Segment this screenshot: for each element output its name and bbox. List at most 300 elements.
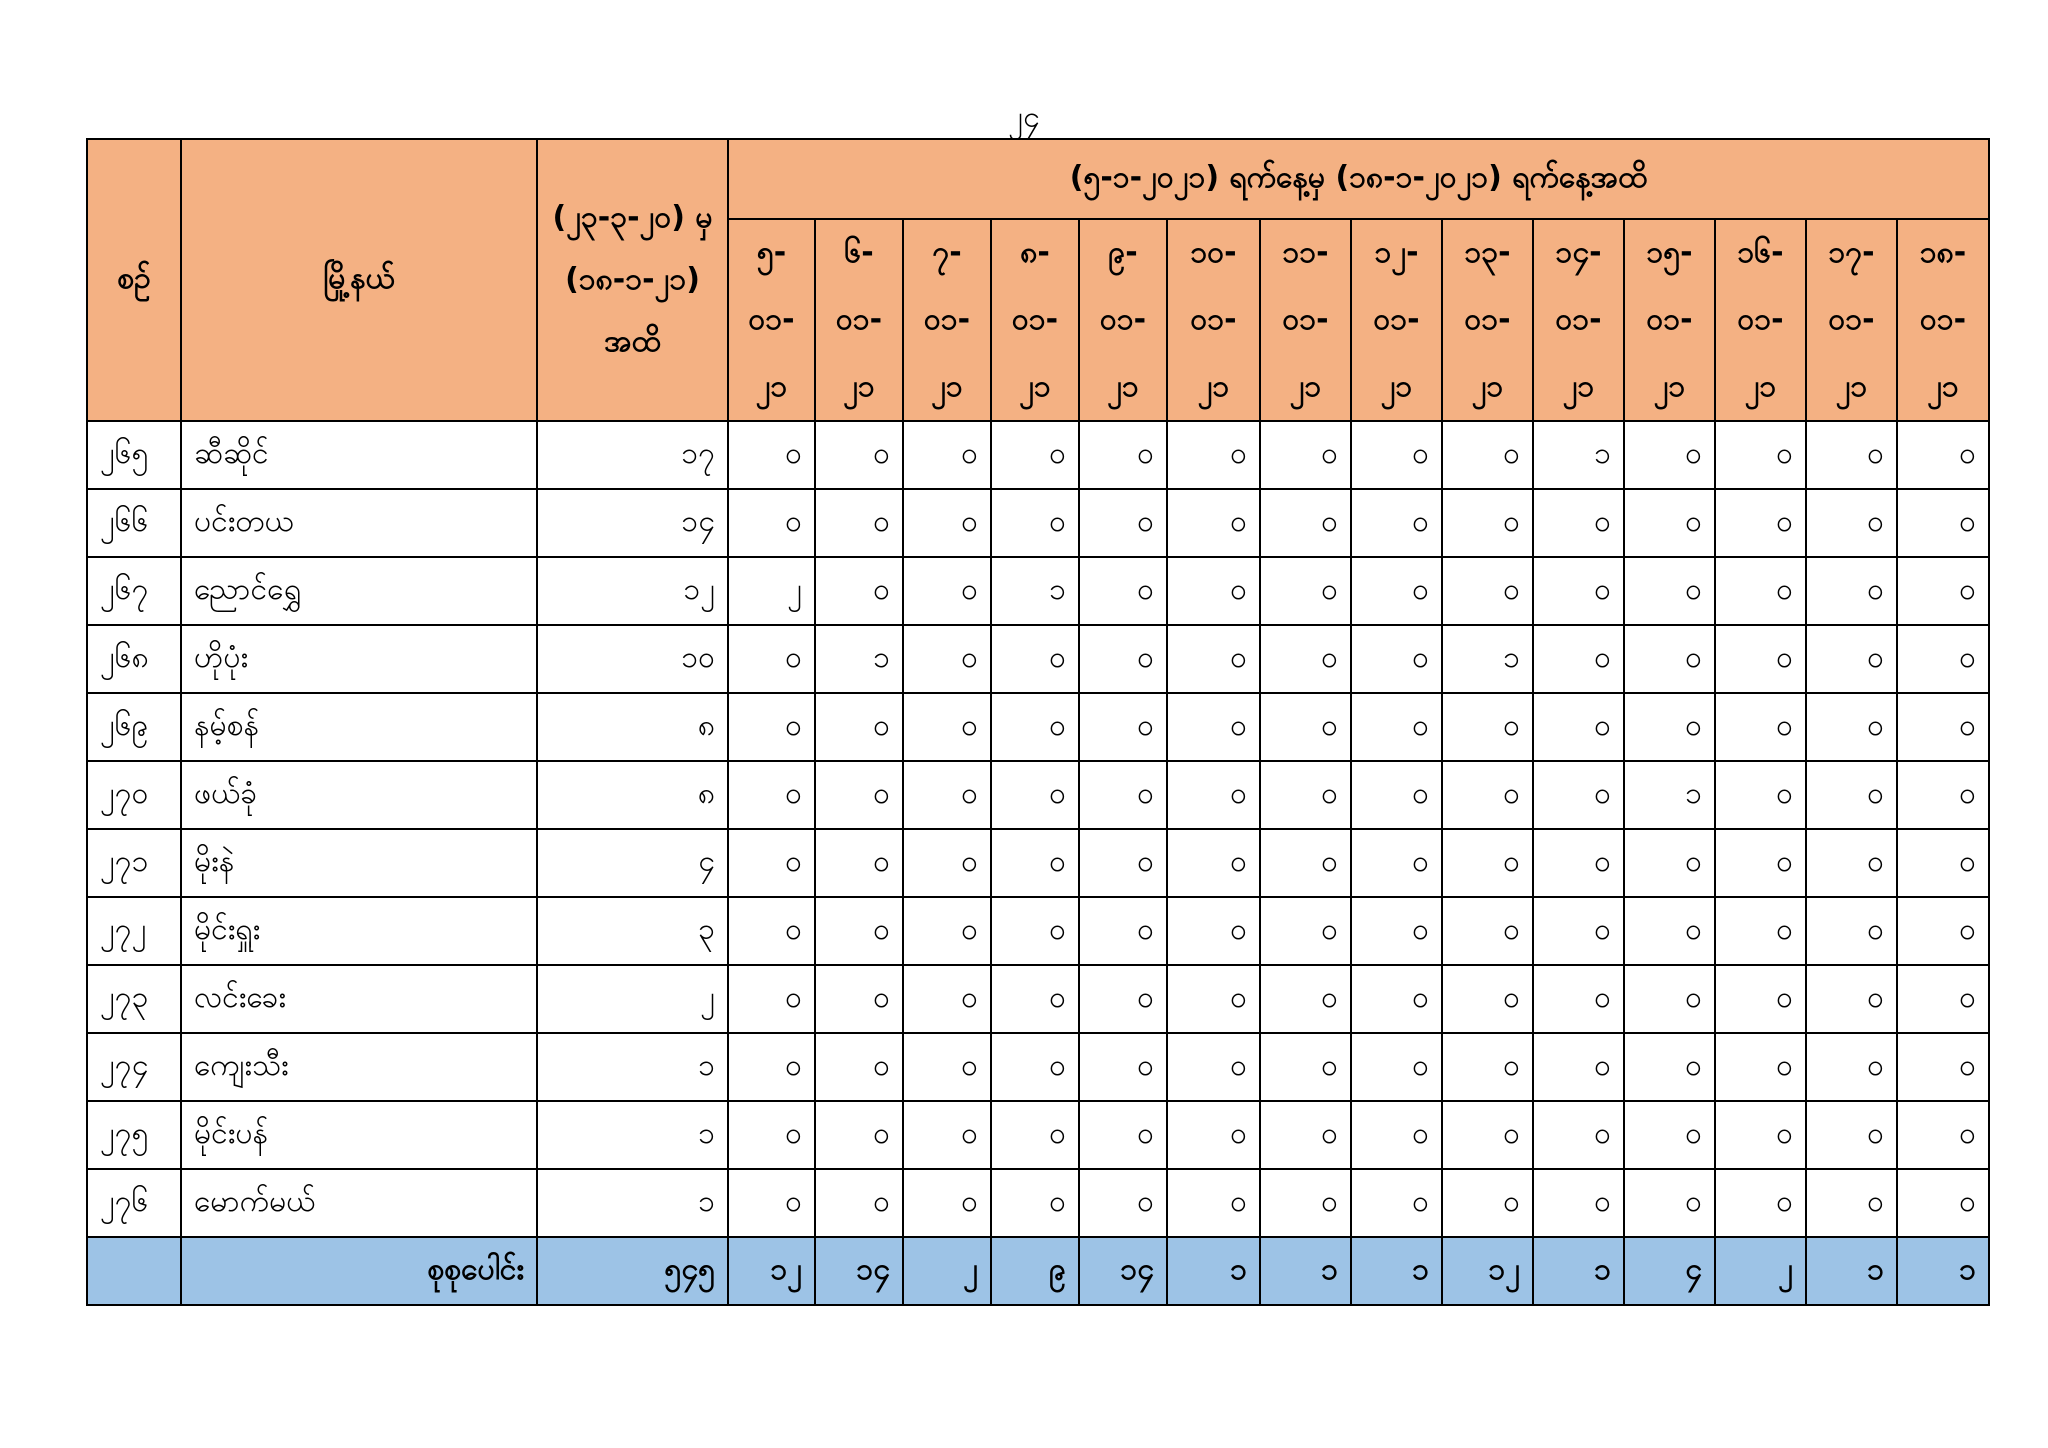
table-body <box>87 421 1989 1305</box>
table-row <box>87 1033 1989 1101</box>
date-part: ၇- <box>932 235 962 271</box>
daily-count: ၀ <box>1167 421 1260 489</box>
daily-count: ၀ <box>728 421 815 489</box>
daily-count: ၀ <box>1260 489 1351 557</box>
daily-count: ၀ <box>1442 421 1533 489</box>
date-part: ၁၆- <box>1737 235 1784 271</box>
daily-count: ၀ <box>1351 625 1442 693</box>
date-part: ၂၁ <box>1107 368 1139 404</box>
total-daily: ၁ <box>1167 1237 1260 1305</box>
daily-count: ၀ <box>903 761 991 829</box>
daily-count: ၀ <box>1715 489 1806 557</box>
daily-count: ၂ <box>728 557 815 625</box>
daily-count: ၀ <box>1533 1033 1624 1101</box>
township-name: မောက်မယ် <box>181 1169 537 1237</box>
daily-count: ၀ <box>1624 829 1715 897</box>
daily-count: ၀ <box>728 965 815 1033</box>
date-part: ၁၅- <box>1646 235 1693 271</box>
total-cumulative: ၅၄၅ <box>537 1237 728 1305</box>
table-row <box>87 557 1989 625</box>
daily-count: ၀ <box>728 1169 815 1237</box>
daily-count: ၀ <box>1533 897 1624 965</box>
total-daily: ၁၂ <box>1442 1237 1533 1305</box>
date-part: ၂၁ <box>1197 368 1230 404</box>
daily-count: ၀ <box>1715 761 1806 829</box>
table-row <box>87 693 1989 761</box>
daily-count: ၀ <box>1624 965 1715 1033</box>
daily-count: ၀ <box>1533 965 1624 1033</box>
daily-count: ၀ <box>1167 693 1260 761</box>
row-number: ၂၇၀ <box>87 761 181 829</box>
daily-count: ၀ <box>1442 965 1533 1033</box>
daily-count: ၀ <box>1079 421 1167 489</box>
table-header <box>87 139 1989 421</box>
table-row <box>87 897 1989 965</box>
daily-count: ၁ <box>1442 625 1533 693</box>
total-daily: ၁၄ <box>815 1237 903 1305</box>
daily-count: ၀ <box>1897 625 1989 693</box>
row-number: ၂၆၇ <box>87 557 181 625</box>
daily-count: ၀ <box>815 1033 903 1101</box>
daily-count: ၀ <box>1442 761 1533 829</box>
daily-count: ၁ <box>815 625 903 693</box>
date-column-header <box>1533 219 1624 421</box>
daily-count: ၀ <box>991 489 1079 557</box>
table-row <box>87 489 1989 557</box>
daily-count: ၀ <box>1079 1033 1167 1101</box>
row-number: ၂၇၂ <box>87 897 181 965</box>
daily-count: ၀ <box>903 965 991 1033</box>
daily-count: ၀ <box>1260 421 1351 489</box>
total-daily: ၁ <box>1533 1237 1624 1305</box>
township-name: ညောင်ရွှေ <box>181 557 537 625</box>
cumulative-count: ၁ <box>537 1033 728 1101</box>
daily-count: ၀ <box>728 625 815 693</box>
daily-count: ၀ <box>1624 1101 1715 1169</box>
daily-count: ၀ <box>1442 1033 1533 1101</box>
date-column-header <box>1079 219 1167 421</box>
daily-count: ၀ <box>1079 693 1167 761</box>
daily-count: ၀ <box>1624 1033 1715 1101</box>
daily-count: ၀ <box>1260 965 1351 1033</box>
daily-count: ၁ <box>1533 421 1624 489</box>
daily-count: ၀ <box>1806 1169 1897 1237</box>
date-part: ၁၈- <box>1919 235 1967 271</box>
daily-count: ၀ <box>1715 965 1806 1033</box>
table-row <box>87 1169 1989 1237</box>
daily-count: ၀ <box>1806 693 1897 761</box>
row-number: ၂၆၈ <box>87 625 181 693</box>
daily-count: ၀ <box>1624 897 1715 965</box>
daily-count: ၀ <box>1806 421 1897 489</box>
daily-count: ၀ <box>1351 761 1442 829</box>
total-daily: ၁ <box>1260 1237 1351 1305</box>
date-part: ၀၁- <box>1737 301 1784 337</box>
date-part: ၅- <box>756 235 787 271</box>
date-part: ၂၁ <box>1019 368 1051 404</box>
daily-count: ၀ <box>1624 557 1715 625</box>
row-number: ၂၆၅ <box>87 421 181 489</box>
daily-count: ၀ <box>1806 829 1897 897</box>
daily-count: ၀ <box>1442 1169 1533 1237</box>
cumulative-count: ၁ <box>537 1169 728 1237</box>
cumulative-count: ၈ <box>537 761 728 829</box>
row-number: ၂၇၃ <box>87 965 181 1033</box>
col-header-township: မြို့နယ် <box>181 139 537 421</box>
daily-count: ၀ <box>1167 489 1260 557</box>
total-daily: ၁ <box>1897 1237 1989 1305</box>
daily-count: ၀ <box>1351 693 1442 761</box>
daily-count: ၀ <box>1260 897 1351 965</box>
daily-count: ၁ <box>991 557 1079 625</box>
daily-count: ၀ <box>903 693 991 761</box>
date-part: ၁၇- <box>1828 235 1875 271</box>
daily-count: ၀ <box>991 1101 1079 1169</box>
date-column-header <box>1351 219 1442 421</box>
daily-count: ၀ <box>1079 1101 1167 1169</box>
township-name: မိုင်းပန် <box>181 1101 537 1169</box>
daily-count: ၀ <box>1351 965 1442 1033</box>
daily-count: ၀ <box>1079 625 1167 693</box>
total-daily: ၉ <box>991 1237 1079 1305</box>
daily-count: ၀ <box>991 1033 1079 1101</box>
date-part: ၀၁- <box>1011 301 1059 337</box>
total-row <box>87 1237 1989 1305</box>
daily-count: ၀ <box>815 829 903 897</box>
cumulative-header-line: အထိ <box>604 324 661 359</box>
daily-count: ၀ <box>815 1101 903 1169</box>
date-part: ၂၁ <box>1835 368 1868 404</box>
daily-count: ၀ <box>1167 829 1260 897</box>
date-part: ၀၁- <box>1646 301 1693 337</box>
daily-count: ၀ <box>1533 625 1624 693</box>
daily-count: ၀ <box>903 1169 991 1237</box>
total-daily: ၁ <box>1351 1237 1442 1305</box>
date-part: ၀၁- <box>1099 301 1147 337</box>
daily-count: ၀ <box>1624 693 1715 761</box>
township-cases-table <box>86 138 1990 1306</box>
daily-count: ၀ <box>1897 965 1989 1033</box>
daily-count: ၀ <box>728 829 815 897</box>
col-header-cumulative <box>537 139 728 421</box>
daily-count: ၀ <box>1897 1169 1989 1237</box>
daily-count: ၀ <box>1624 421 1715 489</box>
daily-count: ၀ <box>1442 489 1533 557</box>
daily-count: ၀ <box>1533 761 1624 829</box>
row-number: ၂၇၁ <box>87 829 181 897</box>
daily-count: ၀ <box>1715 829 1806 897</box>
cumulative-count: ၈ <box>537 693 728 761</box>
daily-count: ၀ <box>903 829 991 897</box>
date-part: ၂၁ <box>1289 368 1322 404</box>
daily-count: ၀ <box>1715 557 1806 625</box>
daily-count: ၀ <box>1533 489 1624 557</box>
daily-count: ၀ <box>1260 1101 1351 1169</box>
daily-count: ၀ <box>1533 829 1624 897</box>
daily-count: ၀ <box>1806 557 1897 625</box>
daily-count: ၀ <box>1533 1169 1624 1237</box>
daily-count: ၀ <box>1351 1169 1442 1237</box>
date-part: ၂၁ <box>1653 368 1686 404</box>
cumulative-header-line: (၂၃-၃-၂၀) မှ <box>552 200 713 235</box>
daily-count: ၀ <box>903 1101 991 1169</box>
date-part: ၀၁- <box>1464 301 1511 337</box>
daily-count: ၀ <box>1897 897 1989 965</box>
daily-count: ၀ <box>1624 1169 1715 1237</box>
daily-count: ၀ <box>1079 965 1167 1033</box>
daily-count: ၀ <box>1351 829 1442 897</box>
total-daily: ၂ <box>903 1237 991 1305</box>
date-part: ၀၁- <box>923 301 971 337</box>
daily-count: ၀ <box>1897 489 1989 557</box>
cumulative-count: ၂ <box>537 965 728 1033</box>
cumulative-count: ၄ <box>537 829 728 897</box>
daily-count: ၀ <box>815 897 903 965</box>
daily-count: ၀ <box>1351 557 1442 625</box>
cumulative-count: ၁၄ <box>537 489 728 557</box>
daily-count: ၀ <box>1533 693 1624 761</box>
cumulative-count: ၁၀ <box>537 625 728 693</box>
daily-count: ၀ <box>1715 421 1806 489</box>
date-part: ၁၄- <box>1555 235 1602 271</box>
col-header-no: စဉ် <box>87 139 181 421</box>
daily-count: ၀ <box>1897 761 1989 829</box>
date-part: ၁၁- <box>1282 235 1329 271</box>
daily-count: ၀ <box>991 625 1079 693</box>
daily-count: ၀ <box>1167 1033 1260 1101</box>
daily-count: ၀ <box>1624 489 1715 557</box>
cumulative-header-line: (၁၈-၁-၂၁) <box>565 262 700 297</box>
date-column-header <box>1167 219 1260 421</box>
daily-count: ၀ <box>991 965 1079 1033</box>
table-row <box>87 1101 1989 1169</box>
row-number: ၂၇၆ <box>87 1169 181 1237</box>
date-part: ၀၁- <box>1919 301 1967 337</box>
daily-count: ၀ <box>1897 693 1989 761</box>
daily-count: ၀ <box>1079 761 1167 829</box>
date-part: ၆- <box>844 235 874 271</box>
daily-count: ၀ <box>1079 557 1167 625</box>
date-column-header <box>1806 219 1897 421</box>
daily-count: ၀ <box>815 421 903 489</box>
date-part: ၂၁ <box>755 368 788 404</box>
daily-count: ၀ <box>728 897 815 965</box>
daily-count: ၀ <box>1715 693 1806 761</box>
daily-count: ၀ <box>991 1169 1079 1237</box>
daily-count: ၀ <box>991 421 1079 489</box>
daily-count: ၀ <box>991 761 1079 829</box>
daily-count: ၀ <box>728 761 815 829</box>
daily-count: ၀ <box>991 693 1079 761</box>
daily-count: ၀ <box>1715 1101 1806 1169</box>
daily-count: ၀ <box>728 489 815 557</box>
daily-count: ၀ <box>1806 489 1897 557</box>
table-row <box>87 625 1989 693</box>
daily-count: ၀ <box>1167 625 1260 693</box>
date-part: ၀၁- <box>1828 301 1875 337</box>
row-number: ၂၇၄ <box>87 1033 181 1101</box>
daily-count: ၀ <box>903 1033 991 1101</box>
date-part: ၁၂- <box>1374 235 1419 271</box>
date-part: ၀၁- <box>1555 301 1602 337</box>
total-daily: ၁ <box>1806 1237 1897 1305</box>
date-part: ၂၁ <box>843 368 875 404</box>
daily-count: ၀ <box>1624 625 1715 693</box>
daily-count: ၀ <box>1806 761 1897 829</box>
date-part: ၉- <box>1108 235 1138 271</box>
daily-count: ၀ <box>1167 897 1260 965</box>
daily-count: ၁ <box>1624 761 1715 829</box>
daily-count: ၀ <box>1715 625 1806 693</box>
date-part: ၈- <box>1020 235 1050 271</box>
row-number: ၂၆၆ <box>87 489 181 557</box>
daily-count: ၀ <box>815 557 903 625</box>
daily-count: ၀ <box>1897 1033 1989 1101</box>
table-row <box>87 421 1989 489</box>
daily-count: ၀ <box>1806 1101 1897 1169</box>
date-column-header <box>815 219 903 421</box>
date-part: ၁၃- <box>1464 235 1511 271</box>
date-part: ၀၁- <box>1373 301 1420 337</box>
date-part: ၂၁ <box>1471 368 1504 404</box>
daily-count: ၀ <box>1351 489 1442 557</box>
cumulative-count: ၁၇ <box>537 421 728 489</box>
page-number: ၂၄ <box>1008 100 1040 135</box>
daily-count: ၀ <box>991 897 1079 965</box>
date-part: ၂၁ <box>1744 368 1777 404</box>
daily-count: ၀ <box>1442 897 1533 965</box>
date-part: ၀၁- <box>1282 301 1329 337</box>
daily-count: ၀ <box>1260 625 1351 693</box>
township-name: မိုင်းရှူး <box>181 897 537 965</box>
daily-count: ၀ <box>1079 489 1167 557</box>
daily-count: ၀ <box>1167 1101 1260 1169</box>
date-part: ၀၁- <box>748 301 795 337</box>
daily-count: ၀ <box>903 557 991 625</box>
daily-count: ၀ <box>1351 1033 1442 1101</box>
daily-count: ၀ <box>1351 897 1442 965</box>
daily-count: ၀ <box>1167 965 1260 1033</box>
table-row <box>87 761 1989 829</box>
township-name: ပင်းတယ <box>181 489 537 557</box>
date-part: ၂၁ <box>1927 368 1959 404</box>
date-part: ၀၁- <box>1190 301 1237 337</box>
daily-count: ၀ <box>815 1169 903 1237</box>
daily-count: ၀ <box>815 965 903 1033</box>
daily-count: ၀ <box>1079 897 1167 965</box>
daily-count: ၀ <box>1167 761 1260 829</box>
daily-count: ၀ <box>1442 693 1533 761</box>
date-column-header <box>1624 219 1715 421</box>
daily-count: ၀ <box>903 421 991 489</box>
table-row <box>87 965 1989 1033</box>
date-column-header <box>903 219 991 421</box>
daily-count: ၀ <box>1167 557 1260 625</box>
daily-count: ၀ <box>1351 421 1442 489</box>
daily-count: ၀ <box>1260 761 1351 829</box>
daily-count: ၀ <box>815 761 903 829</box>
total-blank-cell <box>87 1237 181 1305</box>
daily-count: ၀ <box>903 897 991 965</box>
daily-count: ၀ <box>1897 829 1989 897</box>
date-column-header <box>1442 219 1533 421</box>
date-range-header: (၅-၁-၂၀၂၁) ရက်နေ့မှ (၁၈-၁-၂၀၂၁) ရက်နေ့အထိ <box>728 139 1989 219</box>
cumulative-count: ၁ <box>537 1101 728 1169</box>
total-daily: ၁၂ <box>728 1237 815 1305</box>
date-part: ၂၁ <box>1562 368 1595 404</box>
table-row <box>87 829 1989 897</box>
daily-count: ၀ <box>1806 965 1897 1033</box>
township-name: ကျေးသီး <box>181 1033 537 1101</box>
date-part: ၂၁ <box>1380 368 1413 404</box>
daily-count: ၀ <box>1442 1101 1533 1169</box>
township-name: မိုးနဲ <box>181 829 537 897</box>
daily-count: ၀ <box>815 693 903 761</box>
daily-count: ၀ <box>1442 829 1533 897</box>
township-name: ဟိုပုံး <box>181 625 537 693</box>
daily-count: ၀ <box>1897 1101 1989 1169</box>
daily-count: ၀ <box>1167 1169 1260 1237</box>
row-number: ၂၆၉ <box>87 693 181 761</box>
daily-count: ၀ <box>1715 1169 1806 1237</box>
daily-count: ၀ <box>1351 1101 1442 1169</box>
date-part: ၀၁- <box>835 301 883 337</box>
date-column-header <box>1715 219 1806 421</box>
daily-count: ၀ <box>1260 557 1351 625</box>
date-column-header <box>1897 219 1989 421</box>
township-name: ဆီဆိုင် <box>181 421 537 489</box>
total-daily: ၂ <box>1715 1237 1806 1305</box>
daily-count: ၀ <box>1897 421 1989 489</box>
date-part: ၂၁ <box>931 368 963 404</box>
daily-count: ၀ <box>1260 693 1351 761</box>
row-number: ၂၇၅ <box>87 1101 181 1169</box>
daily-count: ၀ <box>1442 557 1533 625</box>
cumulative-count: ၃ <box>537 897 728 965</box>
township-name: လင်းခေး <box>181 965 537 1033</box>
date-column-header <box>991 219 1079 421</box>
township-name: နမ့်စန် <box>181 693 537 761</box>
date-column-header <box>728 219 815 421</box>
daily-count: ၀ <box>815 489 903 557</box>
cumulative-count: ၁၂ <box>537 557 728 625</box>
daily-count: ၀ <box>1260 829 1351 897</box>
daily-count: ၀ <box>1806 625 1897 693</box>
daily-count: ၀ <box>1260 1033 1351 1101</box>
daily-count: ၀ <box>1715 1033 1806 1101</box>
daily-count: ၀ <box>1897 557 1989 625</box>
daily-count: ၀ <box>1260 1169 1351 1237</box>
total-label: စုစုပေါင်း <box>181 1237 537 1305</box>
daily-count: ၀ <box>1806 1033 1897 1101</box>
total-daily: ၄ <box>1624 1237 1715 1305</box>
daily-count: ၀ <box>728 693 815 761</box>
daily-count: ၀ <box>903 489 991 557</box>
daily-count: ၀ <box>1715 897 1806 965</box>
date-part: ၁၀- <box>1190 235 1237 271</box>
daily-count: ၀ <box>1079 829 1167 897</box>
daily-count: ၀ <box>1806 897 1897 965</box>
date-column-header <box>1260 219 1351 421</box>
daily-count: ၀ <box>1079 1169 1167 1237</box>
daily-count: ၀ <box>991 829 1079 897</box>
daily-count: ၀ <box>903 625 991 693</box>
daily-count: ၀ <box>1533 1101 1624 1169</box>
daily-count: ၀ <box>728 1033 815 1101</box>
total-daily: ၁၄ <box>1079 1237 1167 1305</box>
daily-count: ၀ <box>1533 557 1624 625</box>
township-name: ဖယ်ခုံ <box>181 761 537 829</box>
